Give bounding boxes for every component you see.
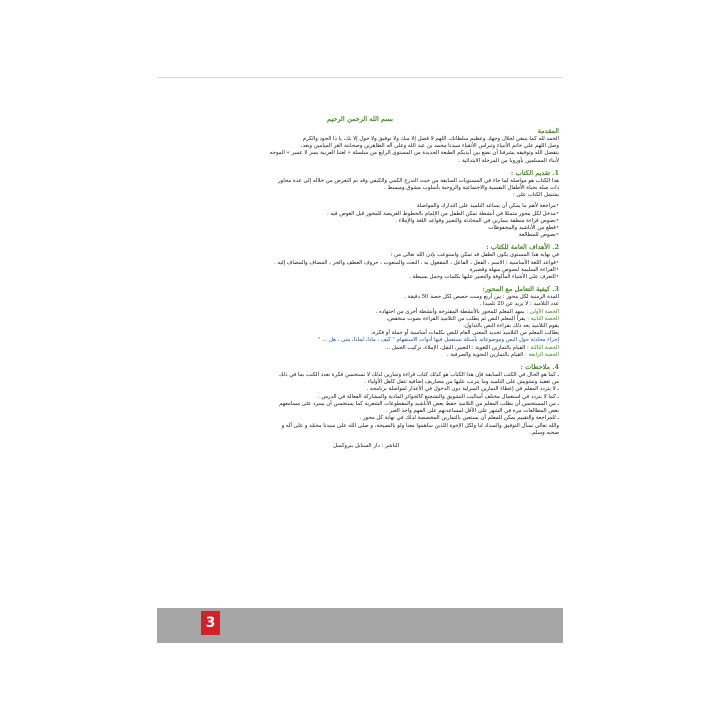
section4-line: ـ لا يتردد المعلم في إعطاء التمارين المنزلية دون الدخول في الأعذار لمواصلة برنامجه . [366, 386, 559, 393]
session2-text: يقرأ المعلم النص ثم يطلب من التلاميذ القراءة بصوت منخفض، [386, 315, 526, 322]
section4-line: ـ كما لا يتردد في استعمال مختلف أساليب التشويق والتشجيع كالجوائز المادية والمشاركة الفعالة في الدرس . [317, 393, 559, 400]
intro-heading: المقدمة [537, 127, 559, 135]
page-number: 3 [201, 611, 220, 635]
session1-text: يمهد المعلم للمحور بالأنشطة المقترحة وأنشطة أخرى من اجتهاده . [375, 308, 525, 315]
session3-text: القيام بالتمارين اللغوية : التعبير، النقل، الإملاء، تركيب الجمل ... [384, 344, 526, 351]
page-content [161, 123, 559, 450]
section2-bullet: • قواعد اللغة الأساسية : الاسم ، الفعل ، الفاعل ، المفعول به ، النعت والمنعوت ، حروف العطف والجر ، المضاف والمضاف إليه . [161, 260, 559, 267]
section1-bullet: • قطع من الأناشيد والمحفوظات [161, 225, 559, 232]
top-rule [157, 77, 563, 78]
section2-bullet: • التعرف على الأشياء المألوفة والتعبير عليها بكلمات وجمل بسيطة . [161, 274, 559, 281]
section1-line: هذا الكتاب هو مواصلة لما جاء في المستويات السابقة من حيث التدرج الكمي والكيفي وقد تم التعرض من خلاله إلى عدة محاور [277, 177, 559, 184]
section2-line: في نهاية هذا المستوى يكون الطفل قد تمكن واستوعب بإذن الله تعالى من : [390, 252, 559, 259]
section1-bullet: • نصوص قراءة منطقة بتمارين في المحادثة والتعبير وقواعد اللغة والإملاء . [161, 218, 559, 225]
section4-line: من تعقيد وتشويش على التلميذ وما يترتب عليها من مصاريف إضافية تثقل كاهل الأولياء . [364, 379, 559, 386]
section3-heading: 3. كيفية التعامل مع المحور: [482, 285, 559, 294]
session1-label: الحصة الأولى : [526, 308, 559, 315]
section4-line: والله تعالى نسأل التوفيق والسداد لنا ولكل الإخوة اللذين ساهموا معنا ولو بالنصيحة، و صلى الله على سيدنا محمّد و على آله و [281, 422, 559, 429]
section3-line: يقوم التلاميذ بعد ذلك بقراءة النص بالتداول، [463, 323, 559, 330]
section3-line: عدد التلاميذ : لا يزيد عن 20 تلميذا . [479, 301, 559, 308]
session3-label: الحصة الثالثة : [527, 344, 559, 351]
section1-bullet: • نصوص للمطالعة [161, 232, 559, 239]
section3-line: يطالب المعلم من التلاميذ تحديد المعنى العام للنص بكلمات أساسية أو جملة أو فكرة، [370, 330, 559, 337]
publisher-line: الناشر : دار السنابل ببروكسل [332, 442, 399, 449]
section4-line: بعض المطالعات مرة في الشهر على الأقل لمساعدتهم على الفهم واخذ العبر . [385, 408, 559, 415]
section3-line: إجراء محادثة حول النص وموضوعاته بأسئلة تستعمل فيها أدوات الاستفهام " كيف ، ماذا، لماذا، متى ، هل ... " [318, 337, 559, 344]
section4-line: صحبه وسلم. [530, 429, 559, 436]
section4-line: ـ للمراجعة والتقييم يمكن للمعلم أن يستعين بالتمارين المخصصة لذلك في نهاية كل محور . [359, 415, 559, 422]
section2-bullet: • القراءة السليمة لنصوص سهلة وقصيرة [161, 267, 559, 274]
page-footer [157, 608, 563, 643]
session3-row [161, 345, 559, 352]
session4-text: القيام بالتمارين النحوية والصرفية . [446, 351, 524, 358]
section2-heading: 2. الأهداف العامة للكتاب : [486, 243, 559, 252]
session1-row [161, 309, 559, 316]
section3-line: المدة الزمنية لكل محور : بين أربع وست حصص لكل حصة 50 دقيقة . [404, 294, 559, 301]
section1-heading: 1. تقديم الكتاب : [510, 168, 559, 177]
session4-row [161, 352, 559, 359]
intro-line: لأبناء المسلمين بأوروبا من المرحلة الابتدائية . [458, 157, 559, 164]
section1-line: يشتمل الكتاب على : [512, 192, 559, 199]
basmala: بسم الله الرحمن الرحيم [327, 115, 393, 123]
document-page [157, 77, 563, 643]
section1-bullet: • مراجعة لأهم ما يمكن أن يساعد التلميذ على التدارك والمواصلة [161, 203, 559, 210]
intro-line: يتفضل الله وتوفيقه يشرفنا أن نضع بين أيديكم الطبعة الجديدة من المستوى الرابع من سلسلة « لغتنا العربية يسر لا عسر » الموجه [269, 150, 559, 157]
session2-row [161, 316, 559, 323]
section1-line: ذات صلة بحياة الأطفال النفسية والاجتماعية والروحية بأسلوب مشوق ومبسط . [384, 185, 559, 192]
session2-label: الحصة الثانية : [527, 315, 559, 322]
intro-line: وصل اللهم على خاتم الأنبياء وتبراس الأتقياء سيدنا محمد بن عبد الله وعلى آله الطاهرين وصحابته الغر الميامين وبعد، [300, 143, 559, 150]
session4-label: الحصة الرابعة : [524, 351, 559, 358]
section4-heading: 4. ملاحظات : [520, 363, 559, 372]
section1-bullet: • مدخل لكل محور متمثلا في أنشطة تمكن الطفل من الإلمام بالخطوط العريضة للمحور قبل الغوص فيه . [161, 211, 559, 218]
section4-line: ـ كما هو الحال في الكتب السابقة فإن هذا الكتاب هو كذلك كتاب قراءة وتمارين لذلك لا نستحسن فكرة تعدد الكتب بما في ذلك [278, 372, 559, 379]
section4-line: ـ من المستحسن أن يطلب المعلم من التلاميذ حفظ بعض الأناشيد والمقطوعات الشعرية كما يستحسن أن يسرد على مسامعهم [279, 400, 559, 407]
intro-line: الحمد لله كما ينبغي لجلال وجهك وعظيم سلطانك، اللهم لا فضل إلا منك ولا توفيق ولا حول إلا بك، يا ذا الجود والكرم [302, 136, 559, 142]
